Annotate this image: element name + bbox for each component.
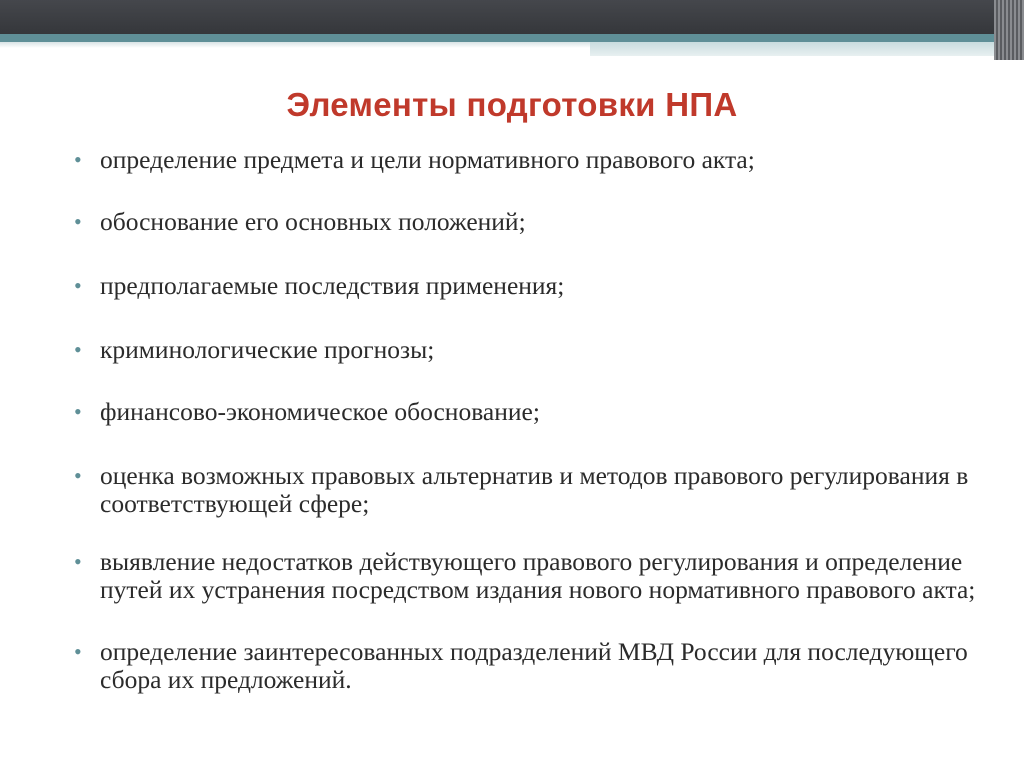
bullet-dot-icon: • bbox=[74, 273, 82, 298]
bullet-item-6 bbox=[72, 462, 982, 518]
bullet-item-2 bbox=[72, 208, 982, 236]
bullet-item-7 bbox=[72, 548, 982, 604]
corner-decoration bbox=[994, 0, 1024, 60]
bullet-item-3 bbox=[72, 272, 982, 300]
bullet-item-1 bbox=[72, 146, 982, 174]
header-band-light bbox=[590, 42, 1024, 56]
bullet-text: финансово-экономическое обоснование; bbox=[100, 397, 540, 426]
header-band-teal bbox=[0, 34, 1024, 42]
bullet-text: оценка возможных правовых альтернатив и методов правового регулирования в соответствующей сфере; bbox=[100, 461, 969, 518]
slide-title: Элементы подготовки НПА bbox=[286, 86, 738, 123]
bullet-dot-icon: • bbox=[74, 639, 82, 664]
bullet-dot-icon: • bbox=[74, 463, 82, 488]
bullet-dot-icon: • bbox=[74, 399, 82, 424]
bullet-dot-icon: • bbox=[74, 549, 82, 574]
bullet-text: выявление недостатков действующего правового регулирования и определение путей их устранения посредством издания нового нормативного правового акта; bbox=[100, 547, 976, 604]
bullet-list bbox=[72, 146, 982, 694]
bullet-text: предполагаемые последствия применения; bbox=[100, 271, 565, 300]
header-band-shadow bbox=[0, 42, 590, 48]
bullet-item-5 bbox=[72, 398, 982, 426]
bullet-dot-icon: • bbox=[74, 147, 82, 172]
bullet-text: криминологические прогнозы; bbox=[100, 335, 435, 364]
bullet-dot-icon: • bbox=[74, 337, 82, 362]
bullet-item-4 bbox=[72, 336, 982, 364]
bullet-text: определение предмета и цели нормативного правового акта; bbox=[100, 145, 755, 174]
bullet-dot-icon: • bbox=[74, 209, 82, 234]
header-band-dark bbox=[0, 0, 1024, 34]
bullet-text: определение заинтересованных подразделений МВД России для последующего сбора их предложений. bbox=[100, 637, 968, 694]
bullet-text: обоснование его основных положений; bbox=[100, 207, 526, 236]
bullet-item-8 bbox=[72, 638, 982, 694]
